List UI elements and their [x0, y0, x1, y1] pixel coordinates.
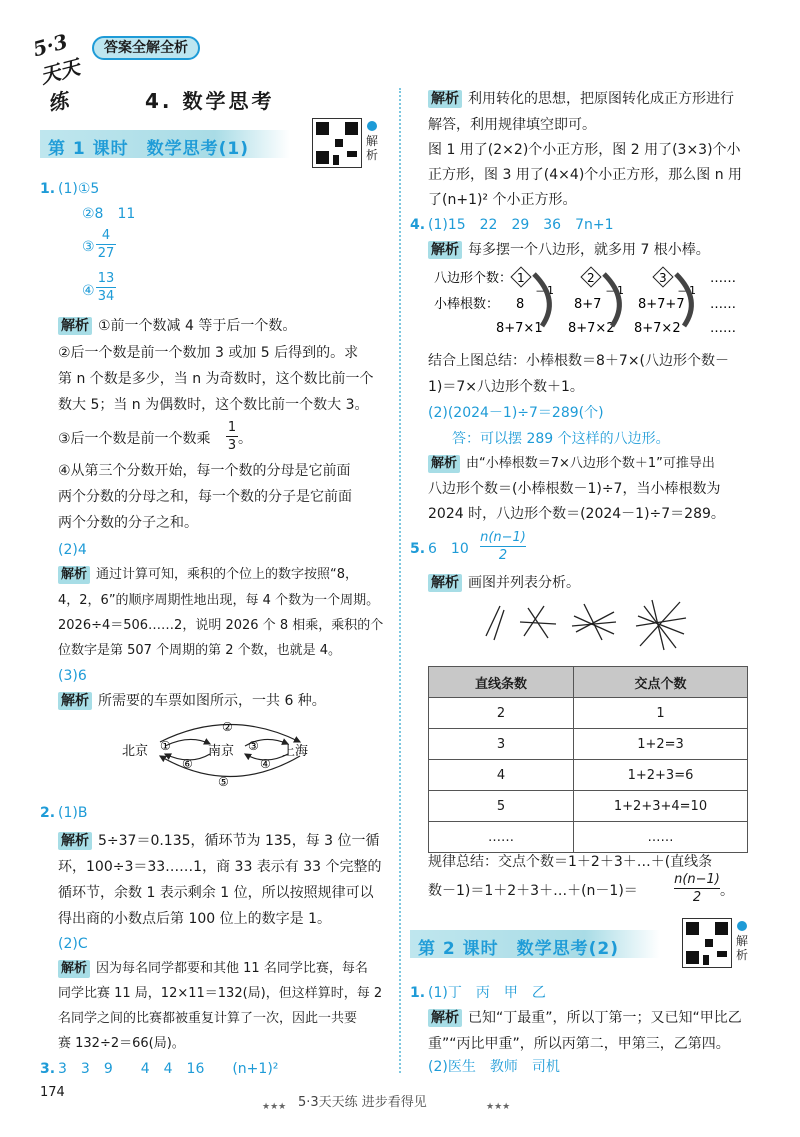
oct-minus3: —1 [678, 284, 696, 297]
jiexi-line [428, 241, 710, 259]
oct-minus2: —1 [606, 284, 624, 297]
lesson2-title: 第 2 课时 数学思考(2) [418, 939, 620, 959]
table-cell: 1+2+3+4=10 [574, 791, 748, 822]
jiexi-line [58, 832, 380, 850]
jiexi-tag: 解析 [58, 960, 90, 978]
q4-number: 4. [410, 217, 426, 233]
jiexi-line [428, 1009, 742, 1027]
oct-c2: 2 [587, 271, 595, 285]
l2-q1-2-answer: (2)医生 教师 司机 [428, 1059, 560, 1075]
analysis-text: 每多摆一个八边形，就多用 7 根小棒。 [468, 242, 710, 258]
oct-label1: 八边形个数： [434, 271, 513, 286]
oct-label2: 小棒根数： [434, 297, 500, 312]
ticket-n1: ① [160, 739, 171, 753]
analysis-text: 2026÷4＝506……2，说明 2026 个 8 相乘，乘积的个 [58, 618, 384, 633]
analysis-text: ③后一个数是前一个数乘 [58, 431, 211, 447]
table-row [429, 729, 748, 760]
footer-stars-left: ★★★ [262, 1102, 287, 1112]
q2-2-answer: (2)C [58, 936, 88, 952]
analysis-text: 由“小棒根数＝7×八边形个数＋1”可推导出 [466, 456, 715, 471]
header-badge-text: 答案全解全析 [104, 40, 188, 56]
lesson2-qr-label: 解析 [736, 934, 749, 962]
oct-v3: 8+7+7 [638, 297, 685, 312]
jiexi-tag: 解析 [58, 566, 90, 584]
table-cell: 1+2+3=6 [574, 760, 748, 791]
q4-2-conclusion: 答：可以摆 289 个这样的八边形。 [452, 431, 670, 447]
jiexi-line [58, 960, 368, 978]
chapter-title: 4. 数学思考 [145, 89, 275, 113]
lesson2-play-icon[interactable] [737, 921, 747, 931]
jiexi-line [428, 455, 715, 473]
jiexi-line [58, 317, 296, 335]
fraction-numerator: n(n−1) [674, 872, 720, 887]
q4-1-answer: (1)15 22 29 36 7n+1 [428, 217, 614, 233]
analysis-text: 数－1)＝1＋2＋3＋…＋(n－1)＝ [428, 883, 638, 899]
analysis-text: 环，100÷3＝33……1，商 33 表示有 33 个完整的 [58, 859, 382, 875]
table-cell: …… [574, 822, 748, 853]
analysis-text: 5÷37＝0.135，循环节为 135，每 3 位一循 [98, 833, 380, 849]
q1-answer-4-prefix: ④ [82, 283, 95, 299]
q4-2-answer: (2)(2024－1)÷7＝289(个) [428, 405, 604, 421]
fraction-denominator: 27 [97, 246, 115, 261]
column-divider [399, 88, 401, 1073]
analysis-text: 同学比赛 11 局，12×11＝132(局)，但这样算时，每 2 [58, 986, 383, 1001]
q1-answer-1: (1)①5 [58, 181, 100, 197]
oct-c1: 1 [517, 271, 525, 285]
q5-answer: 6 10 [428, 541, 469, 557]
ticket-beijing: 北京 [122, 744, 149, 759]
oct-m1: 8+7×1 [496, 321, 543, 336]
q1-number: 1. [40, 181, 56, 197]
q1-answer-4-fraction [96, 271, 116, 304]
analysis-text: 正方形，图 3 用了(4×4)个小正方形，那么图 n 用 [428, 167, 743, 183]
lines-sketch [480, 596, 700, 656]
analysis-text: 得出商的小数点后第 100 位上的数字是 1。 [58, 911, 331, 927]
jiexi-tag: 解析 [428, 455, 460, 473]
table-cell: 1 [574, 698, 748, 729]
jiexi-line [58, 566, 358, 584]
table-cell: 1+2=3 [574, 729, 748, 760]
jiexi-line [58, 692, 326, 710]
analysis-text: 了(n+1)² 个小正方形。 [428, 192, 577, 208]
fraction-numerator: 13 [97, 271, 115, 286]
jiexi-tag: 解析 [428, 1009, 462, 1027]
oct-dots2: …… [710, 297, 736, 312]
q5-number: 5. [410, 541, 426, 557]
intersection-table [428, 666, 748, 853]
fraction-denominator: 34 [97, 289, 115, 304]
jiexi-tag: 解析 [58, 317, 92, 335]
q5-fraction [480, 530, 526, 563]
octagon-diagram [428, 264, 768, 344]
jiexi-tag: 解析 [428, 90, 462, 108]
oct-m3: 8+7×2 [634, 321, 681, 336]
ticket-shanghai: 上海 [282, 744, 309, 759]
fraction-denominator: 3 [227, 438, 237, 453]
ticket-n5: ⑤ [218, 775, 229, 789]
q1-answer-2: ②8 11 [82, 206, 136, 222]
table-row [429, 698, 748, 729]
analysis-text: 规律总结：交点个数＝1＋2＋3＋…＋(直线条 [428, 854, 713, 870]
ticket-n2: ② [222, 720, 233, 734]
jiexi-tag: 解析 [58, 832, 92, 850]
analysis-text: 解答，利用规律填空即可。 [428, 117, 596, 133]
analysis-text: 八边形个数＝(小棒根数－1)÷7，当小棒根数为 [428, 481, 721, 497]
lesson2-qr-icon[interactable] [682, 918, 732, 968]
ticket-nanjing: 南京 [208, 744, 235, 759]
l2-q1-number: 1. [410, 985, 426, 1001]
analysis-text: 名同学之间的比赛都被重复计算了一次，因此一共要 [58, 1011, 358, 1026]
jiexi-tag: 解析 [428, 574, 462, 592]
fraction-denominator: 2 [692, 890, 702, 905]
analysis-text: 结合上图总结：小棒根数＝8＋7×(八边形个数－ [428, 353, 730, 369]
analysis-text: 1)＝7×八边形个数＋1。 [428, 379, 584, 395]
oct-dots3: …… [710, 321, 736, 336]
analysis-text: 。 [720, 883, 734, 899]
fraction-numerator: 4 [101, 228, 111, 243]
oct-v2: 8+7 [574, 297, 602, 312]
analysis-text: 位数字是第 507 个周期的第 2 个数，也就是 4。 [58, 643, 342, 658]
table-cell: 3 [429, 729, 574, 760]
oct-v1: 8 [516, 297, 525, 312]
analysis-text: 重”“丙比甲重”，所以丙第二，甲第三，乙第四。 [428, 1036, 730, 1052]
q2-number: 2. [40, 805, 56, 821]
analysis-text: 两个分数的分母之和，每一个数的分子是它前面 [58, 489, 352, 505]
header-badge [92, 36, 200, 60]
jiexi-tag: 解析 [428, 241, 462, 259]
jiexi-line [428, 574, 580, 592]
oct-m2: 8+7×2 [568, 321, 615, 336]
table-row [429, 760, 748, 791]
oct-dots1: …… [710, 271, 736, 286]
analysis-fraction [226, 420, 238, 453]
analysis-text: ④从第三个分数开始，每一个数的分母是它前面 [58, 463, 351, 479]
q2-1-answer: (1)B [58, 805, 88, 821]
table-header: 交点个数 [574, 667, 748, 698]
summary-fraction [674, 872, 720, 905]
logo-text: 5·3天天练 [30, 29, 83, 117]
fraction-numerator: 1 [227, 420, 237, 435]
q1-answer-3-fraction [96, 228, 116, 261]
page-number: 174 [40, 1085, 65, 1100]
analysis-text: 第 n 个数是多少，当 n 为奇数时，这个数比前一个 [58, 371, 374, 387]
q1-3-answer: (3)6 [58, 668, 87, 684]
analysis-text: 画图并列表分析。 [468, 575, 580, 591]
oct-minus1: —1 [536, 284, 554, 297]
lesson2-banner [410, 930, 660, 958]
table-cell: 5 [429, 791, 574, 822]
analysis-text: 赛 132÷2＝66(局)。 [58, 1036, 185, 1051]
analysis-text: 所需要的车票如图所示，一共 6 种。 [98, 693, 326, 709]
table-cell: 2 [429, 698, 574, 729]
analysis-text: 两个分数的分子之和。 [58, 515, 198, 531]
ticket-diagram [120, 712, 330, 796]
lesson1-play-icon[interactable] [367, 121, 377, 131]
analysis-text: ②后一个数是前一个数加 3 或加 5 后得到的。求 [58, 345, 359, 361]
jiexi-line [428, 90, 734, 108]
lesson1-banner [40, 130, 290, 158]
logo [30, 29, 92, 117]
analysis-text: 2024 时，八边形个数＝(2024－1)÷7＝289。 [428, 506, 725, 522]
analysis-text: 循环节，余数 1 表示剩余 1 位，所以按照规律可以 [58, 885, 374, 901]
analysis-text: 。 [238, 431, 252, 447]
q1-answer-3-prefix: ③ [82, 239, 95, 255]
lesson1-qr-icon[interactable] [312, 118, 362, 168]
lesson1-qr-label: 解析 [366, 134, 379, 162]
analysis-text: 利用转化的思想，把原图转化成正方形进行 [468, 91, 734, 107]
analysis-text: 通过计算可知，乘积的个位上的数字按照“8， [96, 567, 359, 582]
fraction-numerator: n(n−1) [480, 530, 526, 545]
lesson1-title: 第 1 课时 数学思考(1) [48, 139, 250, 159]
oct-c3: 3 [659, 271, 667, 285]
footer-stars-right: ★★★ [486, 1102, 511, 1112]
q1-2-answer: (2)4 [58, 542, 87, 558]
ticket-n6: ⑥ [182, 757, 193, 771]
analysis-text: ①前一个数减 4 等于后一个数。 [98, 318, 297, 334]
table-header-row [429, 667, 748, 698]
ticket-n3: ③ [248, 739, 259, 753]
analysis-text: 数大 5；当 n 为偶数时，这个数比前一个数大 3。 [58, 397, 369, 413]
table-header: 直线条数 [429, 667, 574, 698]
ticket-n4: ④ [260, 757, 271, 771]
footer-slogan: 5·3天天练 进步看得见 [298, 1095, 427, 1110]
table-cell: …… [429, 822, 574, 853]
q3-number: 3. [40, 1061, 56, 1077]
table-row [429, 822, 748, 853]
l2-q1-answer: (1)丁 丙 甲 乙 [428, 985, 546, 1001]
fraction-denominator: 2 [498, 548, 508, 563]
analysis-text: 图 1 用了(2×2)个小正方形，图 2 用了(3×3)个小 [428, 142, 741, 158]
analysis-text: 因为每名同学都要和其他 11 名同学比赛，每名 [96, 961, 368, 976]
analysis-text: 已知“丁最重”，所以丁第一；又已知“甲比乙 [468, 1010, 742, 1026]
jiexi-tag: 解析 [58, 692, 92, 710]
q3-answer: 3 3 9 4 4 16 (n+1)² [58, 1061, 279, 1077]
analysis-text: 4，2，6”的顺序周期性地出现，每 4 个数为一个周期。 [58, 593, 380, 608]
table-cell: 4 [429, 760, 574, 791]
table-row [429, 791, 748, 822]
